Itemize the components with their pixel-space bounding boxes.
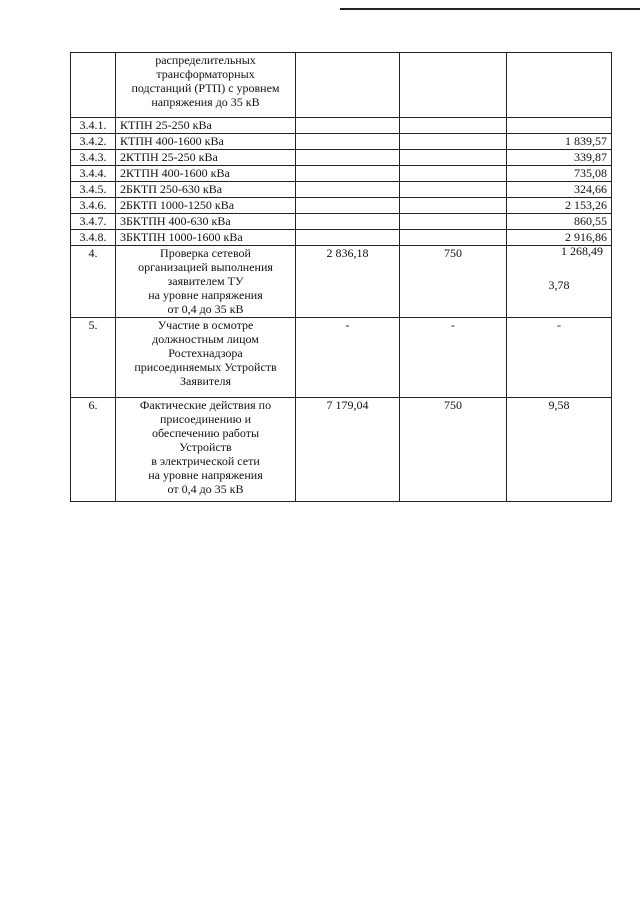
row-number: 3.4.3. — [71, 150, 116, 166]
table-row — [71, 134, 612, 150]
table-cell — [400, 182, 507, 198]
description-line: Ростехнадзора — [168, 346, 243, 360]
row-value: 2 836,18 — [296, 246, 400, 318]
row-description: КТПН 400-1600 кВа — [116, 134, 296, 150]
row-value: 339,87 — [507, 150, 612, 166]
table-row — [71, 198, 612, 214]
description-line: заявителем ТУ — [167, 274, 244, 288]
row-value: - — [400, 318, 507, 398]
table-row — [71, 398, 612, 502]
table-row — [71, 246, 612, 318]
row-description: 2БКТП 1000-1250 кВа — [116, 198, 296, 214]
table-cell — [400, 166, 507, 182]
table-row — [71, 318, 612, 398]
row-number — [71, 53, 116, 118]
row-number: 3.4.7. — [71, 214, 116, 230]
table-cell — [296, 150, 400, 166]
row-value: 1 839,57 — [507, 134, 612, 150]
description-line: Проверка сетевой — [160, 246, 251, 260]
table-cell — [296, 53, 400, 118]
row-value: 750 — [400, 246, 507, 318]
row-value: 735,08 — [507, 166, 612, 182]
row-value: 2 153,26 — [507, 198, 612, 214]
table-cell — [400, 150, 507, 166]
table-row — [71, 150, 612, 166]
description-line: от 0,4 до 35 кВ — [167, 482, 244, 496]
row-value: 324,66 — [507, 182, 612, 198]
table-cell — [400, 134, 507, 150]
description-line: на уровне напряжения — [148, 288, 263, 302]
row-value: 9,58 — [507, 398, 612, 502]
description-line: Заявителя — [179, 374, 232, 388]
description-line: трансформаторных — [156, 67, 255, 81]
table-cell — [400, 53, 507, 118]
description-line: распределительных — [155, 53, 256, 67]
table-cell — [296, 198, 400, 214]
description-line: организацией выполнения — [138, 260, 273, 274]
row-value: - — [507, 318, 612, 398]
row-value: 860,55 — [507, 214, 612, 230]
row-value: 7 179,04 — [296, 398, 400, 502]
row-number: 3.4.8. — [71, 230, 116, 246]
row-number: 6. — [71, 398, 116, 502]
table-cell — [296, 134, 400, 150]
table-cell — [296, 182, 400, 198]
table-row — [71, 214, 612, 230]
row-value-extra: 1 268,49 — [561, 244, 603, 258]
row-description: 3БКТПН 1000-1600 кВа — [116, 230, 296, 246]
description-line: присоединению и — [160, 412, 251, 426]
description-line: на уровне напряжения — [148, 468, 263, 482]
table-row — [71, 182, 612, 198]
row-number: 4. — [71, 246, 116, 318]
description-line: присоединяемых Устройств — [134, 360, 277, 374]
description-line: Фактические действия по — [139, 398, 272, 412]
row-description: 2КТПН 400-1600 кВа — [116, 166, 296, 182]
description-line: от 0,4 до 35 кВ — [167, 302, 244, 316]
description-line: Устройств — [179, 440, 232, 454]
table-cell — [400, 214, 507, 230]
description-line: обеспечению работы — [151, 426, 260, 440]
table-cell — [296, 118, 400, 134]
row-number: 3.4.2. — [71, 134, 116, 150]
description-line: должностным лицом — [152, 332, 259, 346]
table-cell — [296, 166, 400, 182]
description-line: подстанций (РТП) с уровнем — [131, 81, 280, 95]
row-number: 3.4.6. — [71, 198, 116, 214]
row-description — [116, 246, 296, 318]
row-number: 5. — [71, 318, 116, 398]
table-cell — [400, 230, 507, 246]
table-row — [71, 53, 612, 118]
table-row — [71, 118, 612, 134]
description-line: напряжения до 35 кВ — [151, 95, 260, 109]
row-description: 2КТПН 25-250 кВа — [116, 150, 296, 166]
row-description: КТПН 25-250 кВа — [116, 118, 296, 134]
row-description: 3БКТПН 400-630 кВа — [116, 214, 296, 230]
row-value: 750 — [400, 398, 507, 502]
row-description — [116, 318, 296, 398]
top-rule — [340, 8, 640, 10]
row-description: 2БКТП 250-630 кВа — [116, 182, 296, 198]
table-cell — [400, 198, 507, 214]
table-cell — [296, 230, 400, 246]
table-cell — [507, 53, 612, 118]
row-value-main: 3,78 — [548, 278, 570, 292]
table-row — [71, 166, 612, 182]
description-line: в электрической сети — [151, 454, 260, 468]
row-description — [116, 398, 296, 502]
row-description — [116, 53, 296, 118]
row-value — [507, 118, 612, 134]
row-number: 3.4.5. — [71, 182, 116, 198]
description-line: Участие в осмотре — [157, 318, 254, 332]
row-number: 3.4.4. — [71, 166, 116, 182]
tariff-table — [70, 52, 612, 502]
row-number: 3.4.1. — [71, 118, 116, 134]
row-value: - — [296, 318, 400, 398]
table-cell — [296, 214, 400, 230]
row-value: 2 916,86 — [507, 230, 612, 246]
table-cell — [400, 118, 507, 134]
row-value — [507, 246, 612, 318]
